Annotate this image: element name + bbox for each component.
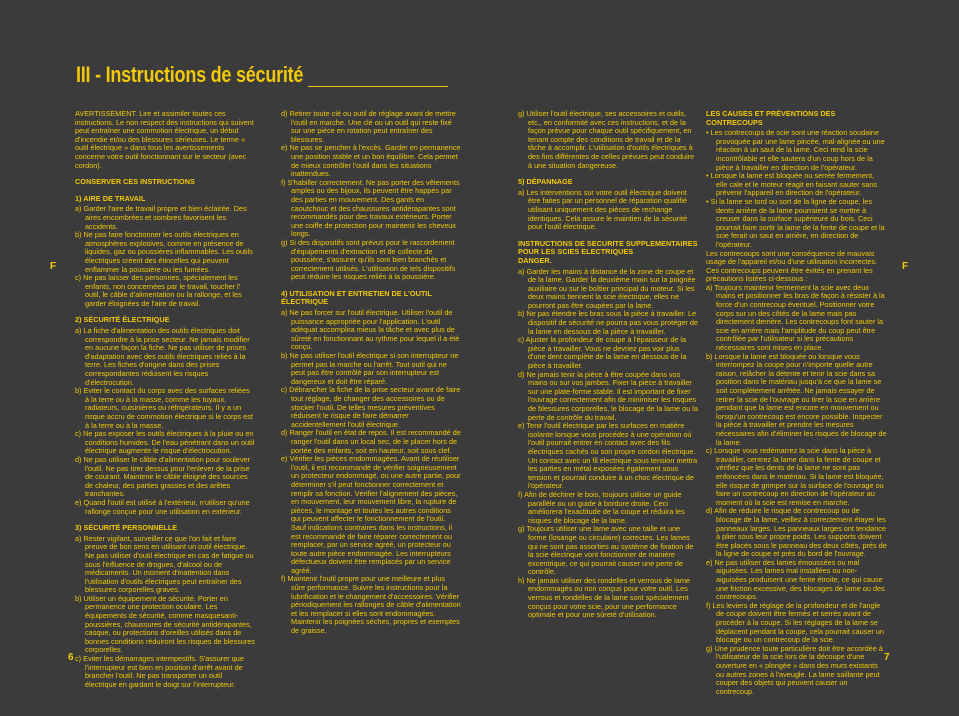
section-heading: LES CAUSES ET PRÉVENTIONS DES CONTRECOUPS bbox=[706, 109, 836, 127]
list-item: e) Vérifier les pièces endommagées. Avant de réutiliser l'outil, il est recommandé de vérifier soigneusement un protecteur endommagé, ou une autre partie, pour déterminer s'il peut fonctionner correctement et remplir sa fonction. Vérifier l'alignement des pièces, en mouvement, leur mouvement libre, la rupture de pièces, le montage et toutes les autres conditions qui peuvent affecter le fonctionnement de l'outil. Sauf indications contraires dans les instructions, il est recommandé de faire réparer correctement ou remplacer, par un service agréé, un protecteur ou toute autre pièce endommagée. Les interrupteurs défectueux doivent être remplacés par un service agréé. bbox=[281, 454, 461, 575]
list-item: a) Toujours maintenir fermement la scie avec deux mains et positionner les bras de façon à résister à la force d'un contrecoup éventuel. Positionner votre corps sur un des côtés de la lame mais pas directement derrière. Les contrecoups font sauter la scie en arrière mais l'amplitude du coup peut être contrôlée par l'utilisateur si les précautions nécessaires sont mises en place. bbox=[706, 282, 885, 353]
list-item: e) Tenir l'outil électrique par les surfaces en matière isolante lorsque vous procédez à une opération où l'outil pourrait entrer en contact avec des fils électriques cachés ou son propre cordon électrique. Un contact avec un fil électrique sous tension mettra les parties en métal exposées également sous tension et pourrait conduire à un choc électrique de l'opérateur. bbox=[518, 421, 698, 491]
instruction-list bbox=[518, 189, 698, 232]
bullet-list bbox=[706, 129, 887, 249]
list-item: b) Utiliser un équipement de sécurité. Porter en permanence une protection oculaire. Les équipements de sécurité, comme masquesanti-poussières, chaussures de sécurité antidérapantes, casque, ou protections d'oreilles utilisés dans de bonnes conditions réduiront les risques de blessures corporelles. bbox=[75, 593, 255, 655]
list-item: g) Si des dispositifs sont prévus pour le raccordement d'équipements d'extraction et de collecte de poussière, s'assurer qu'ils sont bien branchés et correctement utilisés. L'utilisation de tels dispositifs peut réduire les risques reliés à la poussière. bbox=[281, 237, 456, 282]
list-item: b) Ne pas faire fonctionner les outils électriques en atmosphères explosives, comme en présence de liquides, gaz ou poussières inflammables. Les outils électriques créent des étincelles qui peuvent enflammer la poussière ou les fumées. bbox=[75, 230, 253, 274]
page-title: III - Instructions de sécurité bbox=[76, 62, 304, 87]
list-item: b) Ne pas étendre les bras sous la pièce à travailler. Le dispositif de sécurité ne pourra pas vous protéger de la lame en dessous de la pièce à travailler. bbox=[518, 309, 698, 336]
list-item: e) Ne pas se pencher à l'excès. Garder en permanence une position stable et un bon équilibre. Cela permet de mieux contrôler l'outil dans les situations inattendues. bbox=[281, 143, 461, 179]
page-number-left: 6 bbox=[68, 652, 74, 663]
instruction-list bbox=[75, 535, 255, 690]
title-underline bbox=[308, 86, 448, 87]
instruction-list bbox=[518, 268, 698, 620]
list-item: • Lorsque la lame est bloquée ou serrée fermement, elle cale et le moteur réagit en faisant sauter sans prévenir l'appareil en direction de l'opérateur. bbox=[706, 171, 878, 198]
column-4 bbox=[706, 110, 887, 696]
page-number-right: 7 bbox=[884, 652, 890, 663]
list-item: a) Les interventions sur votre outil électrique doivent être faites par un personnel de réparation qualifié utilisant uniquement des pièces de rechange identiques. Cela assure le maintien de la sécurité pour l'outil électrique. bbox=[518, 187, 688, 232]
language-marker-right: F bbox=[902, 261, 909, 272]
list-item: g) Toujours utiliser une lame avec une taille et une forme (losange ou circulaire) correctes. Les lames qui ne sont pas assorties au système de fixation de la scie électrique vont fonctionner de manière excentrique, ce qui pourrait causer une perte de contrôle. bbox=[518, 524, 694, 577]
list-item: d) Retirer toute clé ou outil de réglage avant de mettre l'outil en marche. Une clé ou un outil qui reste fixé sur une pièce en rotation peut entraîner des blessures. bbox=[281, 109, 456, 144]
list-item: a) Rester vigilant, surveiller ce que l'on fait et faire preuve de bon sens en utilisant un outil électrique. Ne pas utiliser d'outil électrique en cas de fatigue ou sous l'influence de drogues, d'alcool ou de médicaments. Un moment d'inattention dans l'utilisation d'outils électriques peut entraîner des blessures corporelles graves. bbox=[75, 533, 254, 595]
section-heading: 5) DÉPANNAGE bbox=[518, 177, 573, 187]
instruction-list bbox=[281, 110, 461, 282]
list-item: f) S'habiller correctement. Ne pas porter des vêtements amples ou des bijoux, ils peuvent être happés par des parties en mouvement. Des gants en caoutchouc et des chaussures antidérapantes sont recommandés pour des travaux extérieurs. Porter une coiffe de protection pour maintenir les cheveux longs. bbox=[281, 177, 460, 239]
list-item: d) Ne jamais tenir la pièce à être coupée dans vos mains ou sur vos jambes. Fixer la pièce à travailler sur une plate-forme stable. Il est important de fixer l'ouvrage correctement afin de minimiser les risques de blessures corporelles, le blocage de la lame ou la perte de contrôle du travail. bbox=[518, 369, 698, 422]
list-item: a) La fiche d'alimentation des outils électriques doit correspondre à la prise secteur. Ne jamais modifier en aucune façon la fiche. Ne pas utiliser de prises d'adaptation avec des outils électriques reliés à la terre. Les fiches d'origine dans des prises correspondantes réduisent les risques d'électrocution. bbox=[75, 326, 250, 387]
section-heading: INSTRUCTIONS DE SECURITE SUPPLEMENTAIRES POUR LES SCIES ELECTRIQUES bbox=[518, 238, 698, 257]
section-heading: 2) SÉCURITÉ ÉLECTRIQUE bbox=[75, 315, 170, 325]
column-3 bbox=[518, 110, 698, 620]
list-item: f) Maintenir l'outil propre pour une meilleure et plus sûre performance. Suivre les instructions pour la lubrification et le changement d'accessoires. Vérifier périodiquement les rallonges de câble d'alimentation et les remplacer si elles sont endommagées. Maintenir les poignées sèches, propres et exemptes de graisse. bbox=[281, 574, 461, 636]
list-item: a) Ne pas forcer sur l'outil électrique. Utiliser l'outil de puissance appropriée pour l'application. L'outil adéquat accomplira mieux la tâche et avec plus de sûreté en fonctionnant au rythme pour lequel il a été conçu. bbox=[281, 308, 460, 352]
list-item: e) Quand l'outil est utilisé à l'extérieur, n'utiliser qu'une rallonge conçue pour une utilisation en extérieur. bbox=[75, 497, 250, 516]
list-item: c) Eviter les démarrages intempestifs. S'assurer que l'interrupteur est bien en position d'arrêt avant de brancher l'outil. Ne pas transporter un outil électrique en gardant le doigt sur l'interrupteur. bbox=[75, 654, 244, 689]
list-item: c) Ajuster la profondeur de coupe à l'épaisseur de la pièce à travailler. Vous ne devriez pas voir plus d'une dent complète de la lame en dessous de la pièce à travailler. bbox=[518, 335, 687, 371]
list-item: a) Garder les mains à distance de la zone de coupe et de la lame. Garder la deuxième main sur la poignée auxiliaire ou sur le boîtier principal du moteur. Si les deux mains tiennent la scie électrique, elles ne pourront pas être coupées par la lame. bbox=[518, 266, 696, 310]
body-paragraph: Les contrecoups sont une conséquence de mauvais usage de l'appareil et/ou d'une utilisation incorrectes. Ces contrecoups peuvent être évités en prenant les précautions listées ci-dessous : bbox=[706, 248, 878, 284]
section-heading: CONSERVER CES INSTRUCTIONS bbox=[75, 177, 195, 187]
section-heading: 3) SÉCURITÉ PERSONNELLE bbox=[75, 523, 178, 533]
warning-paragraph: AVERTISSEMENT. Lire et assimiler toutes ces instructions. Le non respect des instructions qui suivent peut entraîner une commotion électrique, un début d'incendie et/ou des blessures sérieuses. Le terme « outil électrique » dans tous les avertissements concerne votre outil fonctionnant sur le secteur (avec cordon). bbox=[75, 109, 254, 170]
list-item: c) Lorsque vous redémarrez la scie dans la pièce à travailler, centrez la lame dans la fente de coupe et vérifiez que les dents de la lame ne sont pas enfoncées dans le matériau. Si la lame est bloquée, elle risque de grimper sur la surface de l'ouvrage ou faire un contrecoup en direction de l'opérateur au moment où la scie est remise en marche. bbox=[706, 446, 884, 507]
list-item: h) Ne jamais utiliser des rondelles et verrous de lame endommagés ou non conçus pour votre outil. Les verrous et rondelles de la lame sont spécialement conçus pour votre scie, pour une performance optimale et pour une sûreté d'utilisation. bbox=[518, 575, 690, 620]
instruction-list bbox=[281, 309, 461, 636]
section-heading: 1) AIRE DE TRAVAIL bbox=[75, 193, 146, 203]
instruction-list bbox=[75, 205, 255, 308]
section-heading: 4) UTILISATION ET ENTRETIEN DE L'OUTIL ÉLECTRIQUE bbox=[281, 288, 432, 307]
instruction-list bbox=[706, 284, 887, 697]
instruction-list bbox=[75, 327, 255, 516]
list-item: c) Ne pas laisser des personnes, spécialement les enfants, non concernées par le travail, toucher l' outil, le câble d'alimentation ou la rallonge, et les garder éloignées de l'aire de travail. bbox=[75, 273, 242, 308]
list-item: d) Ne pas utiliser le câble d'alimentation pour soulever l'outil. Ne pas tirer dessus pour l'enlever de la prise de courant. Maintenir le câble éloigné des sources de chaleur, des parties grasses et des arêtes tranchantes. bbox=[75, 454, 250, 499]
language-marker-left: F bbox=[50, 261, 57, 272]
column-2 bbox=[281, 110, 461, 636]
list-item: • Si la lame se tord ou sort de la ligne de coupe, les dents arrière de la lame pourraient se mettre à creuser dans la surface supérieure du bois. Ceci pourrait faire sortir la lame de la fente de coupe et la scie ferait un saut en arrière, en direction de l'opérateur. bbox=[706, 196, 885, 249]
list-item: g) Utiliser l'outil électrique, ses accessoires et outils, etc., en conformité avec ces instructions, et de la façon prévue pour chaque outil spécifiquement, en tenant compte des conditions de travail et de la tâche à accomplir. L'utilisation d'outils électriques à des fins différentes de celles prévues peut conduire à une situation dangereuse. bbox=[518, 109, 695, 170]
list-item: b) Ne pas utiliser l'outil électrique si son interrupteur ne permet pas la marche ou l'arrêt. Tout outil qui ne peut pas être contrôlé par son interrupteur est dangereux et doit être réparé. bbox=[281, 351, 459, 386]
list-item: b) Eviter le contact du corps avec des surfaces reliées à la terre ou à la masse, comme les tuyaux, radiateurs, cuisinières ou réfrigérateurs. Il y a un risque accru de commotion électrique si le corps est à la terre ou à la masse. bbox=[75, 386, 253, 430]
list-item: b) Lorsque la lame est bloquée ou lorsque vous interrompez la coupe pour n'importe quelle autre raison, relâcher la détente et tenir la scie dans sa position dans le matériau jusqu'à ce que la lame se soit complètement arrêtée. Ne jamais essayer de retirer la scie de l'ouvrage ou tirer la scie en arrière pendant que la lame est encore en mouvement ou lorsqu'un contrecoup est encore possible. Inspecter la pièce à travailler et prendre les mesures nécessaires afin d'éliminer les risques de blocage de la lame. bbox=[706, 351, 887, 447]
list-item: c) Débrancher la fiche de la prise secteur avant de faire tout réglage, de changer des accessoires ou de stocker l'outil. De telles mesures préventives réduisent le risque de faire démarrer accidentellement l'outil électrique. bbox=[281, 385, 461, 429]
list-item: a) Garder l'aire de travail propre et bien éclairée. Des aires encombrées et sombres favorisent les accidents. bbox=[75, 204, 247, 231]
list-item: c) Ne pas exposer les outils électriques à la pluie ou en conditions humides. De l'eau pénétrant dans un outil électrique augmente le risque d'électrocution. bbox=[75, 429, 255, 456]
instruction-list bbox=[518, 110, 698, 170]
list-item: e) Ne pas utiliser des lames émoussées ou mal aiguisées. Les lames mal installées ou non-aiguisées produisent une fente étroite, ce qui cause une friction excessive, des blocages de lame ou des contrecoups. bbox=[706, 557, 885, 602]
column-1 bbox=[75, 110, 255, 689]
list-item: f) Les leviers de réglage de la profondeur et de l'angle de coupe doivent être fermés et serrés avant de procéder à la coupe. Si les réglages de la lame se déplacent pendant la coupe, cela pourrait causer un blocage ou un contrecoup de la scie. bbox=[706, 600, 884, 645]
list-item: f) Afin de déchirer le bois, toujours utiliser un guide parallèle ou un guide à bordure droite. Ceci améliorera l'exactitude de la coupe et réduira les risques de blocage de la lame. bbox=[518, 489, 685, 525]
list-item: g) Une prudence toute particulière doit être accordée à l'utilisateur de la scie lors de la découpe d'une ouverture en « plongée » dans des murs existants ou autres zones à l'aveugle. La lame saillante peut couper des objets qui peuvent causer un contrecoup. bbox=[706, 643, 883, 696]
list-item: d) Afin de réduire le risque de contrecoup ou de blocage de la lame, veillez à correctement étayer les panneaux larges. Les panneaux larges ont tendance à plier sous leur propre poids. Les supports doivent être placés sous le panneau des deux côtés, près de la ligne de coupe et près du bord de l'ouvrage. bbox=[706, 506, 887, 559]
list-item: d) Ranger l'outil en état de repos. Il est recommandé de ranger l'outil dans un local sec, de le placer hors de portée des enfants, soit en hauteur, soit sous clef. bbox=[281, 428, 461, 455]
section-heading: DANGER. bbox=[518, 255, 552, 265]
list-item: • Les contrecoups de scie sont une réaction soudaine provoquée par une lame pincée, mal-alignée ou une réaction à un saut de la lame. Ceci rend la scie incontrôlable et elle sautera d'un coup hors de la pièce à travailler en direction de l'opérateur. bbox=[706, 128, 885, 172]
